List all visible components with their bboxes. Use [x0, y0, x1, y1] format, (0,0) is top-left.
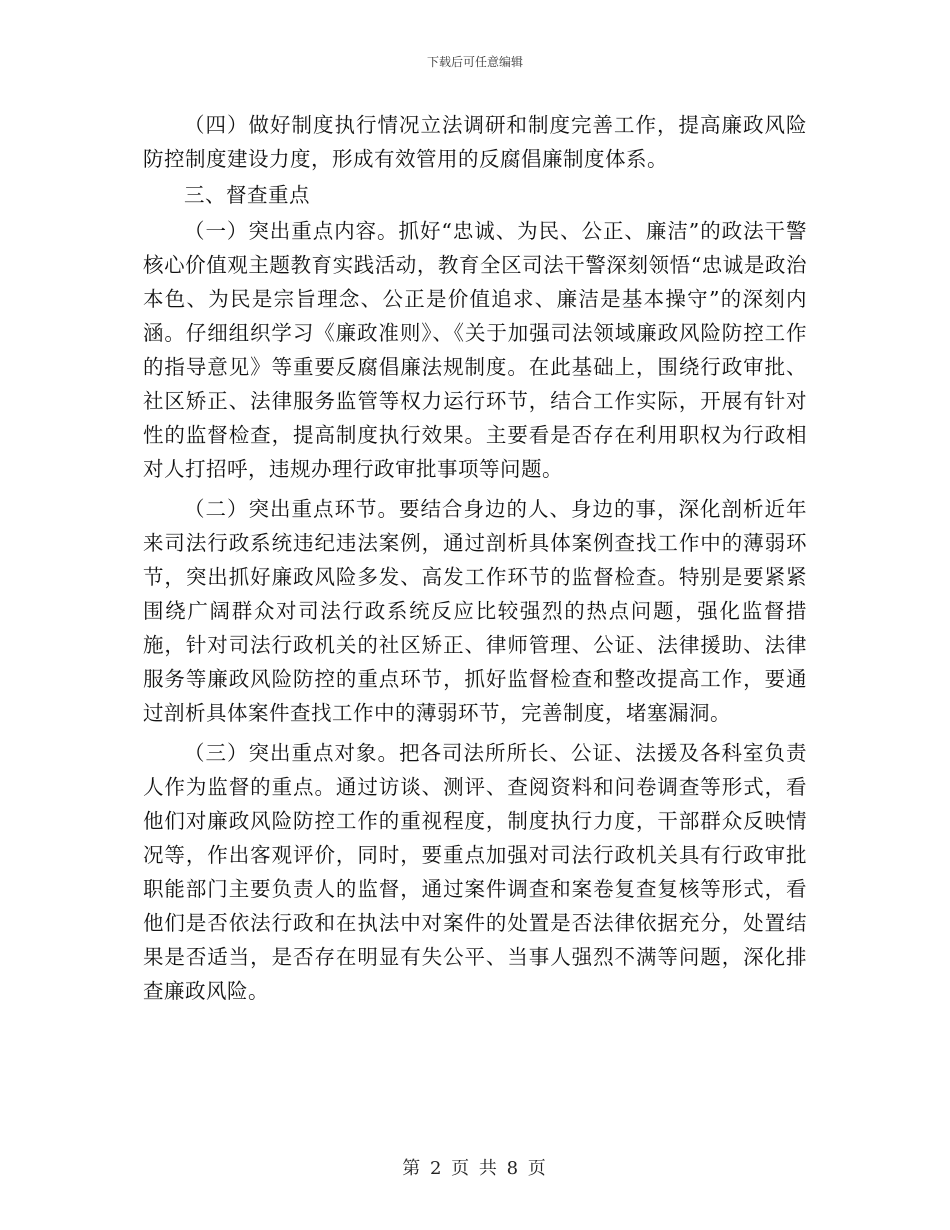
- document-body: [143, 108, 807, 1010]
- paragraph-focus-links: （二）突出重点环节。要结合身边的人、身边的事，深化剖析近年来司法行政系统违纪违法案例，通过剖析具体案例查找工作中的薄弱环节，突出抓好廉政风险多发、高发工作环节的监督检查。特别是要紧紧围绕广阔群众对司法行政系统反应比较强烈的热点问题，强化监督措施，针对司法行政机关的社区矫正、律师管理、公证、法律援助、法律服务等廉政风险防控的重点环节，抓好监督检查和整改提高工作，要通过剖析具体案件查找工作中的薄弱环节，完善制度，堵塞漏洞。: [143, 497, 807, 725]
- paragraph-focus-content: （一）突出重点内容。抓好“忠诚、为民、公正、廉洁”的政法干警核心价值观主题教育实践活动，教育全区司法干警深刻领悟“忠诚是政治本色、为民是宗旨理念、公正是价值追求、廉洁是基本操守”的深刻内涵。仔细组织学习《廉政准则》、《关于加强司法领域廉政风险防控工作的指导意见》等重要反腐倡廉法规制度。在此基础上，围绕行政审批、社区矫正、法律服务监管等权力运行环节，结合工作实际，开展有针对性的监督检查，提高制度执行效果。主要看是否存在利用职权为行政相对人打招呼，违规办理行政审批事项等问题。: [143, 219, 807, 481]
- section-heading: 三、督查重点: [184, 183, 310, 207]
- paragraph-focus-targets: （三）突出重点对象。把各司法所所长、公证、法援及各科室负责人作为监督的重点。通过访谈、测评、查阅资料和问卷调查等形式，看他们对廉政风险防控工作的重视程度，制度执行力度，干部群众反映情况等，作出客观评价，同时，要重点加强对司法行政机关具有行政审批职能部门主要负责人的监督，通过案件调查和案卷复查复核等形式，看他们是否依法行政和在执法中对案件的处置是否法律依据充分，处置结果是否适当，是否存在明显有失公平、当事人强烈不满等问题，深化排查廉政风险。: [143, 741, 807, 1003]
- page-header: 下载后可任意编辑: [426, 55, 523, 69]
- paragraph-4: （四）做好制度执行情况立法调研和制度完善工作，提高廉政风险防控制度建设力度，形成有效管用的反腐倡廉制度体系。: [143, 113, 807, 171]
- page-number: 第 2 页 共 8 页: [402, 1158, 548, 1179]
